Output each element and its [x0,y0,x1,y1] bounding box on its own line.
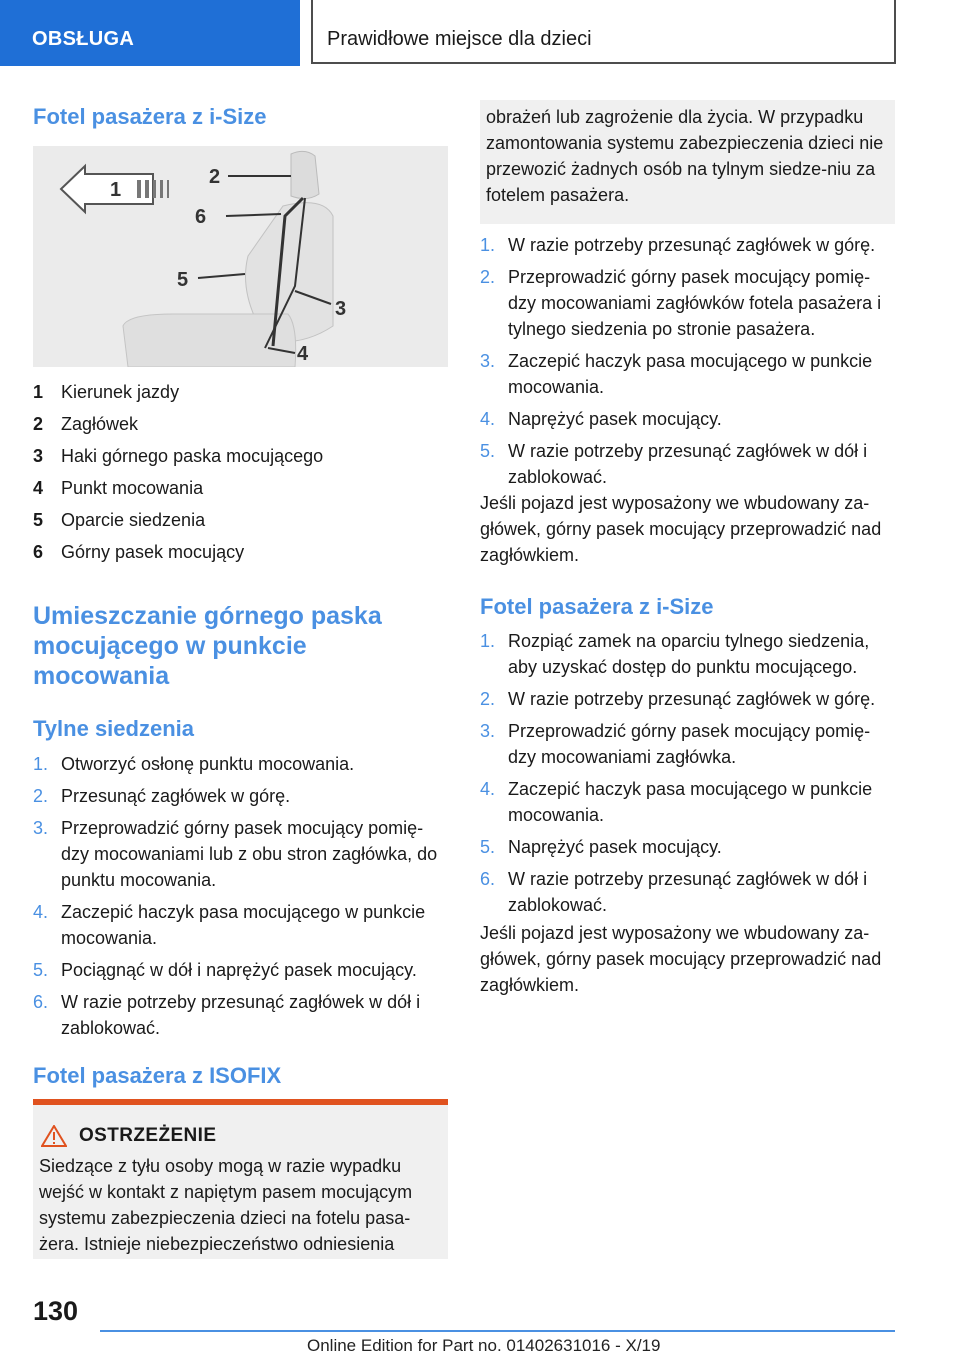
seat-diagram [33,146,448,367]
list-item: 5. Pociągnąć w dół i naprężyć pasek mocujący. [33,960,417,980]
page-number: 130 [33,1296,79,1326]
legend-item: 2 Zagłówek [33,414,139,434]
rear-steps-list [33,751,448,1047]
fig-label-3: 3 [335,298,347,320]
list-item: 3. Przeprowadzić górny pasek mocujący pomię-dzy mocowaniami lub z obu stron zagłówka, do punktu mocowania. [33,818,438,890]
legend-item: 4 Punkt mocowania [33,478,204,498]
legend-item: 1 Kierunek jazdy [33,382,180,402]
seat-illustration [33,146,448,367]
list-item: 1. W razie potrzeby przesunąć zagłówek w górę. [480,235,876,255]
steps-list-b [480,628,895,924]
headrest-shape [291,151,319,198]
cushion-shape [123,314,296,367]
fig-label-5: 5 [177,269,189,291]
list-item: 6. W razie potrzeby przesunąć zagłówek w dół i zablokować. [33,992,421,1038]
list-item: 3. Zaczepić haczyk pasa mocującego w punkcie mocowania. [480,351,873,397]
note-b: Jeśli pojazd jest wyposażony we wbudowany za-główek, górny pasek mocujący przeprowadzić nad zagłówkiem. [480,923,882,995]
section-tab: OBSŁUGA [0,0,300,66]
steps-list-a [480,232,895,496]
heading-passenger-isize: Fotel pasażera z i-Size [33,104,267,129]
fig-label-6: 6 [195,206,207,228]
list-item: 1. Otworzyć osłonę punktu mocowania. [33,754,355,774]
warning-title: OSTRZEŻENIE [79,1125,217,1146]
list-item: 2. W razie potrzeby przesunąć zagłówek w górę. [480,689,876,709]
warning-continuation-box [480,100,895,224]
list-item: 2. Przeprowadzić górny pasek mocujący pomię-dzy mocowaniami zagłówków fotela pasażera i tylnego siedzenia po stronie pasażera. [480,267,882,339]
legend-item: 6 Górny pasek mocujący [33,542,245,562]
heading-rear-seats: Tylne siedzenia [33,716,194,741]
list-item: 5. Naprężyć pasek mocujący. [480,837,722,857]
heading-main: Umieszczanie górnego paska mocującego w punkcie mocowania [33,602,382,690]
list-item: 4. Zaczepić haczyk pasa mocującego w punkcie mocowania. [33,902,426,948]
warning-box [33,1099,448,1259]
fig-label-4: 4 [297,343,309,365]
list-item: 4. Zaczepić haczyk pasa mocującego w punkcie mocowania. [480,779,873,825]
list-item: 1. Rozpiąć zamek na oparciu tylnego siedzenia, aby uzyskać dostęp do punktu mocującego. [480,631,870,677]
figure-legend [33,379,448,571]
list-item: 6. W razie potrzeby przesunąć zagłówek w dół i zablokować. [480,869,868,915]
list-item: 5. W razie potrzeby przesunąć zagłówek w dół i zablokować. [480,441,868,487]
warning-triangle-icon [41,1125,67,1152]
heading-passenger-isize-right: Fotel pasażera z i-Size [480,594,714,619]
footer-divider [100,1330,895,1332]
legend-item: 5 Oparcie siedzenia [33,510,206,530]
warning-continuation-text: obrażeń lub zagrożenie dla życia. W przypadku zamontowania systemu zabezpieczenia dzieci nie przewozić żadnych osób na tylnym siedze-niu za fotelem pasażera. [486,107,884,205]
legend-item: 3 Haki górnego paska mocującego [33,446,324,466]
warning-text: Siedzące z tyłu osoby mogą w razie wypadku wejść w kontakt z napiętym pasem mocującym systemu zabezpieczenia dzieci na fotelu pasa-żera. Istnieje niebezpieczeństwo odniesienia [39,1156,413,1254]
heading-isofix: Fotel pasażera z ISOFIX [33,1063,282,1088]
list-item: 2. Przesunąć zagłówek w górę. [33,786,291,806]
fig-label-2: 2 [209,166,221,188]
list-item: 3. Przeprowadzić górny pasek mocujący pomię-dzy mocowaniami zagłówka. [480,721,871,767]
fig-label-1: 1 [110,179,122,201]
footer-edition: Online Edition for Part no. 01402631016 - X/19 [307,1336,661,1355]
note-a: Jeśli pojazd jest wyposażony we wbudowany za-główek, górny pasek mocujący przeprowadzić nad zagłówkiem. [480,493,882,565]
list-item: 4. Naprężyć pasek mocujący. [480,409,722,429]
page-header-title: Prawidłowe miejsce dla dzieci [311,0,896,64]
